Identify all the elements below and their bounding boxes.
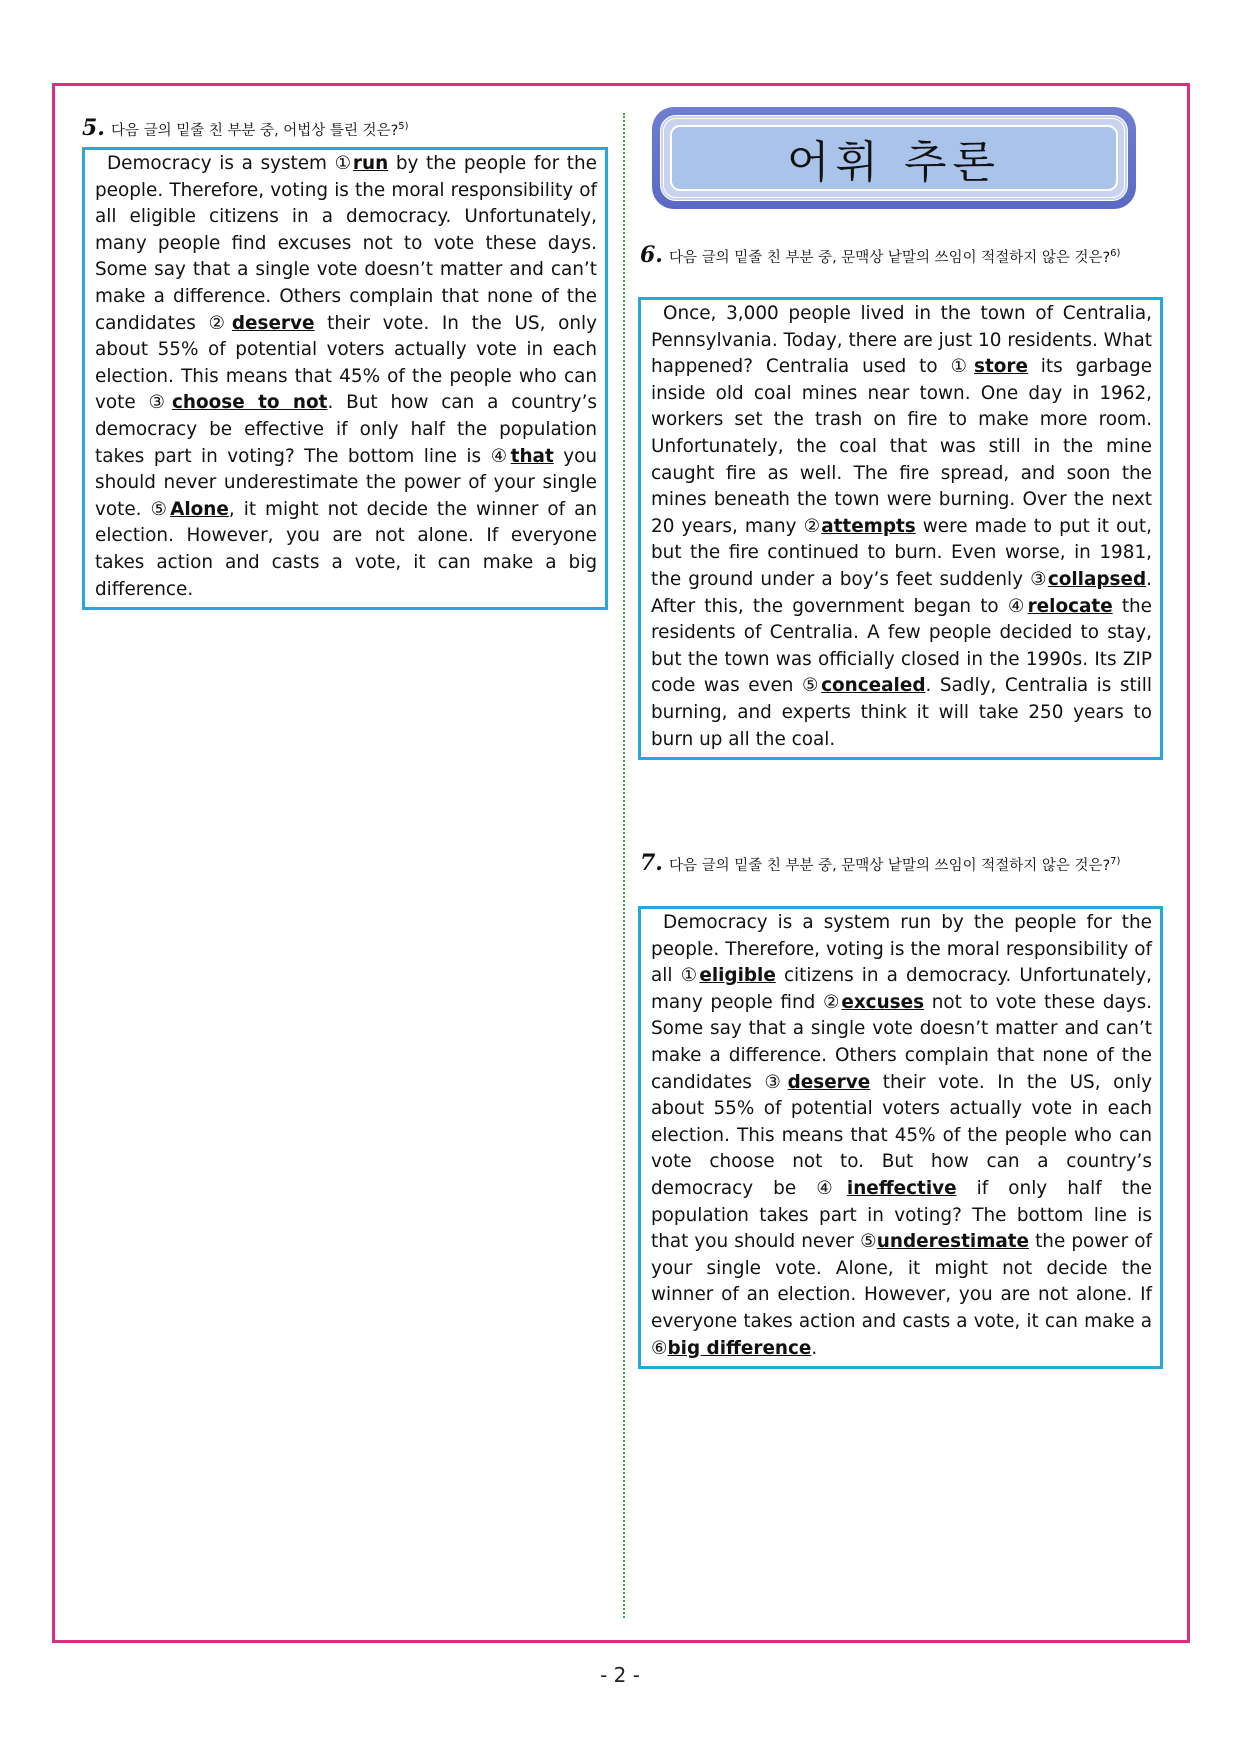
passage-text: its garbage inside old coal mines near town. One day in 1962, workers set the trash on fire to make more room. Unfortunately, the coal that was still in the mine caught fire as well. The fire spread, and soon the mines beneath the town were burning. Over the next 20 years, many [651, 356, 1153, 537]
question-7-footnote: 7) [1110, 856, 1121, 867]
underlined-choice: excuses [841, 991, 925, 1013]
question-7-passage [638, 906, 1163, 1369]
passage-text: citizens in a democracy. Unfortunately, many people find [651, 965, 1152, 1013]
banner-title: 어휘 추론 [670, 125, 1118, 191]
question-6-number: 6. [640, 241, 663, 268]
underlined-choice: relocate [1027, 595, 1113, 617]
question-7-prompt: 다음 글의 밑줄 친 부분 중, 문맥상 낱말의 쓰임이 적절하지 않은 것은? [668, 857, 1111, 874]
passage-text: not to vote these days. Some say that a single vote doesn’t matter and can’t make a difference. Others complain that none of the candidates [651, 991, 1152, 1093]
choice-marker: ⑥ [651, 1337, 668, 1359]
passage-text: . [811, 1337, 818, 1359]
choice-marker: ③ [764, 1071, 788, 1093]
choice-marker: ⑤ [801, 675, 822, 697]
underlined-choice: underestimate [876, 1231, 1030, 1253]
underlined-choice: collapsed [1047, 568, 1147, 590]
passage-text: by the people for the people. Therefore, voting is the moral responsibility of all eligible citizens in a democracy. Unfortunately, many people find excuses not to vote these days. Some say that a single vote doesn’t matter and can’t make a difference. Others complain that none of the candidates [95, 153, 597, 334]
choice-marker: ④ [816, 1177, 847, 1199]
passage-text: their vote. In the US, only about 55% of potential voters actually vote in each election. This means that 45% of the people who can vote [95, 312, 598, 414]
choice-marker: ⑤ [860, 1231, 877, 1253]
underlined-choice: attempts [821, 515, 916, 537]
passage-text: . Sadly, Centralia is still burning, and experts think it will take 250 years to burn up all the coal. [651, 675, 1152, 750]
choice-marker: ③ [1030, 568, 1048, 590]
question-5-number: 5. [82, 114, 105, 141]
question-5-footnote: 5) [398, 121, 409, 132]
passage-text: Democracy is a system [107, 153, 335, 174]
underlined-choice: ineffective [846, 1177, 957, 1199]
question-6-prompt: 다음 글의 밑줄 친 부분 중, 문맥상 낱말의 쓰임이 적절하지 않은 것은? [668, 249, 1111, 266]
underlined-choice: Alone [170, 498, 229, 520]
passage-text: , it might not decide the winner of an election. However, you are not alone. If everyone takes action and casts a vote, it can make a big difference. [95, 498, 597, 600]
choice-marker: ② [823, 991, 842, 1013]
underlined-choice: run [352, 153, 389, 174]
choice-marker: ③ [148, 392, 172, 414]
section-banner [652, 107, 1136, 209]
underlined-choice: big difference [667, 1337, 812, 1359]
passage-text: if only half the population takes part in voting? The bottom line is that you should never [651, 1177, 1152, 1253]
column-divider [623, 113, 625, 1618]
choice-marker: ⑤ [150, 498, 171, 520]
question-6-passage [638, 297, 1163, 760]
question-5-prompt: 다음 글의 밑줄 친 부분 중, 어법상 틀린 것은? [110, 122, 399, 139]
choice-marker: ② [803, 515, 822, 537]
underlined-choice: deserve [231, 312, 315, 334]
choice-marker: ④ [490, 445, 511, 467]
question-6-header [640, 241, 1160, 268]
question-5-passage [82, 147, 608, 610]
passage-text: . But how can a country’s democracy be effective if only half the population takes part in voting? The bottom line is [95, 392, 597, 467]
question-6-footnote: 6) [1110, 248, 1121, 259]
underlined-choice: choose to not [172, 392, 328, 414]
passage-text: . After this, the government began to [651, 568, 1152, 617]
choice-marker: ④ [1007, 595, 1028, 617]
page-number: - 2 - [600, 1663, 640, 1687]
choice-marker: ① [680, 965, 700, 987]
choice-marker: ② [208, 312, 232, 334]
passage-text: you should never underestimate the power of your single vote. [95, 445, 597, 520]
passage-text: the residents of Centralia. A few people decided to stay, but the town was officially closed in the 1990s. Its ZIP code was even [651, 595, 1153, 697]
underlined-choice: eligible [699, 965, 776, 987]
choice-marker: ① [950, 356, 975, 378]
passage-text: Democracy is a system run by the people for the people. Therefore, voting is the moral responsibility of all [651, 912, 1152, 987]
banner-ring [660, 115, 1128, 201]
underlined-choice: deserve [787, 1071, 871, 1093]
underlined-choice: concealed [821, 675, 926, 697]
underlined-choice: store [974, 356, 1028, 378]
passage-text: their vote. In the US, only about 55% of potential voters actually vote in each election. This means that 45% of the people who can vote choose not to. But how can a country’s democracy be [651, 1071, 1153, 1199]
question-7-number: 7. [640, 849, 663, 876]
choice-marker: ① [334, 153, 353, 174]
question-7-header [640, 849, 1160, 876]
question-5-header [82, 114, 602, 141]
passage-text: the power of your single vote. Alone, it might not decide the winner of an election. However, you are not alone. If everyone takes action and casts a vote, it can make a [651, 1231, 1152, 1332]
passage-text: Once, 3,000 people lived in the town of Centralia, Pennsylvania. Today, there are just 10 residents. What happened? Centralia used to [651, 303, 1152, 378]
passage-text: were made to put it out, but the fire continued to burn. Even worse, in 1981, the ground under a boy’s feet suddenly [651, 515, 1152, 590]
underlined-choice: that [510, 445, 554, 467]
